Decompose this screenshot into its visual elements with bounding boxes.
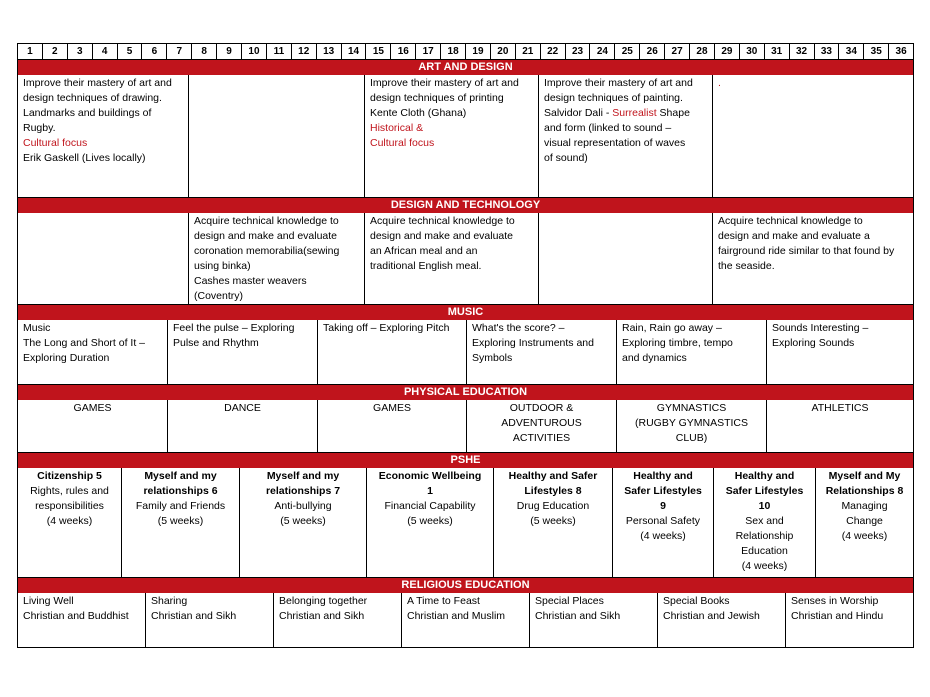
pshe-cell-lifestyles-9: Healthy and Safer Lifestyles 9 Personal Safety (4 weeks) — [612, 468, 713, 577]
art-design-row — [17, 75, 914, 198]
re-cell-sharing: Sharing Christian and Sikh — [145, 593, 273, 647]
dt-header: DESIGN AND TECHNOLOGY — [17, 198, 914, 213]
re-cell-worship: Senses in Worship Christian and Hindu — [785, 593, 913, 647]
week-number: 22 — [540, 44, 565, 59]
art-cell-empty — [188, 75, 364, 197]
week-number: 23 — [565, 44, 590, 59]
week-number: 33 — [814, 44, 839, 59]
week-number: 32 — [789, 44, 814, 59]
pe-cell-gymnastics: GYMNASTICS (RUGBY GYMNASTICS CLUB) — [616, 400, 766, 452]
pe-cell-games: GAMES — [73, 402, 112, 414]
re-row — [17, 593, 914, 648]
art-cell-printing: Improve their mastery of art and design techniques of printing Kente Cloth (Ghana) Historical & Cultural focus — [364, 75, 538, 197]
week-number: 27 — [664, 44, 689, 59]
art-cell-painting: Improve their mastery of art and design techniques of painting. Salvidor Dali - Surrealist Shape and form (linked to sound – visual representation of waves of sound) — [538, 75, 712, 197]
pshe-cell-citizenship: Citizenship 5 Rights, rules and responsibilities (4 weeks) — [30, 470, 109, 527]
music-cell-pitch: Taking off – Exploring Pitch — [317, 320, 466, 384]
pe-cell-outdoor: OUTDOOR & ADVENTUROUS ACTIVITIES — [466, 400, 616, 452]
pshe-header: PSHE — [17, 453, 914, 468]
week-number-row — [17, 43, 914, 60]
week-number: 20 — [490, 44, 515, 59]
dt-cell-coronation: Acquire technical knowledge to design and make and evaluate coronation memorabilia(sewing using binka) Cashes master weavers (Coventry) — [188, 213, 364, 304]
week-number: 28 — [689, 44, 714, 59]
re-cell-belonging: Belonging together Christian and Sikh — [273, 593, 401, 647]
week-number: 8 — [191, 44, 216, 59]
week-number: 14 — [341, 44, 366, 59]
pshe-cell-relationships-6: Myself and my relationships 6 Family and Friends (5 weeks) — [121, 468, 239, 577]
re-cell-feast: A Time to Feast Christian and Muslim — [401, 593, 529, 647]
pshe-cell-lifestyles-8: Healthy and Safer Lifestyles 8 Drug Education (5 weeks) — [493, 468, 612, 577]
week-number: 26 — [639, 44, 664, 59]
pshe-cell-lifestyles-10: Healthy and Safer Lifestyles 10 Sex and Relationship Education (4 weeks) — [713, 468, 815, 577]
week-number: 18 — [440, 44, 465, 59]
dt-cell-empty-2 — [538, 213, 712, 304]
curriculum-sheet — [17, 43, 914, 648]
dt-row — [17, 213, 914, 305]
week-number: 12 — [291, 44, 316, 59]
week-number: 4 — [92, 44, 117, 59]
week-number: 17 — [415, 44, 440, 59]
pe-row — [17, 400, 914, 453]
music-row — [17, 320, 914, 385]
week-number: 31 — [764, 44, 789, 59]
week-number: 11 — [266, 44, 291, 59]
week-number: 25 — [614, 44, 639, 59]
week-number: 35 — [863, 44, 888, 59]
week-number: 36 — [888, 44, 913, 59]
art-cell-last: . — [712, 75, 913, 197]
week-number: 5 — [117, 44, 142, 59]
week-number: 19 — [465, 44, 490, 59]
week-number: 21 — [515, 44, 540, 59]
week-number: 7 — [166, 44, 191, 59]
week-number: 30 — [739, 44, 764, 59]
pe-cell-dance: DANCE — [167, 400, 317, 452]
week-number: 2 — [42, 44, 67, 59]
re-cell-places: Special Places Christian and Sikh — [529, 593, 657, 647]
week-number: 15 — [365, 44, 390, 59]
week-number: 34 — [838, 44, 863, 59]
week-number: 10 — [241, 44, 266, 59]
pe-cell-athletics: ATHLETICS — [766, 400, 913, 452]
music-cell-pulse: Feel the pulse – Exploring Pulse and Rhythm — [167, 320, 317, 384]
week-number: 3 — [67, 44, 92, 59]
pe-header: PHYSICAL EDUCATION — [17, 385, 914, 400]
music-cell-score: What's the score? – Exploring Instruments and Symbols — [466, 320, 616, 384]
art-design-header: ART AND DESIGN — [17, 60, 914, 75]
music-cell-timbre: Rain, Rain go away – Exploring timbre, tempo and dynamics — [616, 320, 766, 384]
pe-cell-games-2: GAMES — [317, 400, 466, 452]
pshe-row — [17, 468, 914, 578]
dt-cell-empty — [18, 213, 188, 304]
week-number: 29 — [714, 44, 739, 59]
week-number: 9 — [216, 44, 241, 59]
pshe-cell-relationships-7: Myself and my relationships 7 Anti-bullying (5 weeks) — [239, 468, 366, 577]
re-cell-living-well: Living Well Christian and Buddhist — [23, 595, 129, 622]
music-header: MUSIC — [17, 305, 914, 320]
re-cell-books: Special Books Christian and Jewish — [657, 593, 785, 647]
week-number: 6 — [141, 44, 166, 59]
pshe-cell-economic: Economic Wellbeing 1 Financial Capability (5 weeks) — [366, 468, 493, 577]
music-cell-sounds: Sounds Interesting – Exploring Sounds — [766, 320, 913, 384]
music-cell-duration: Music The Long and Short of It – Exploring Duration — [23, 322, 146, 364]
week-number: 16 — [390, 44, 415, 59]
week-number: 13 — [316, 44, 341, 59]
pshe-cell-relationships-8: Myself and My Relationships 8 Managing Change (4 weeks) — [815, 468, 913, 577]
week-number: 24 — [589, 44, 614, 59]
week-number: 1 — [27, 46, 33, 57]
re-header: RELIGIOUS EDUCATION — [17, 578, 914, 593]
art-cell-drawing: Improve their mastery of art and design techniques of drawing. Landmarks and buildings of Rugby. Cultural focus Erik Gaskell (Lives locally) — [23, 77, 172, 164]
dt-cell-meal: Acquire technical knowledge to design and make and evaluate an African meal and an traditional English meal. — [364, 213, 538, 304]
dt-cell-fairground: Acquire technical knowledge to design and make and evaluate a fairground ride similar to that found by the seaside. — [712, 213, 913, 304]
